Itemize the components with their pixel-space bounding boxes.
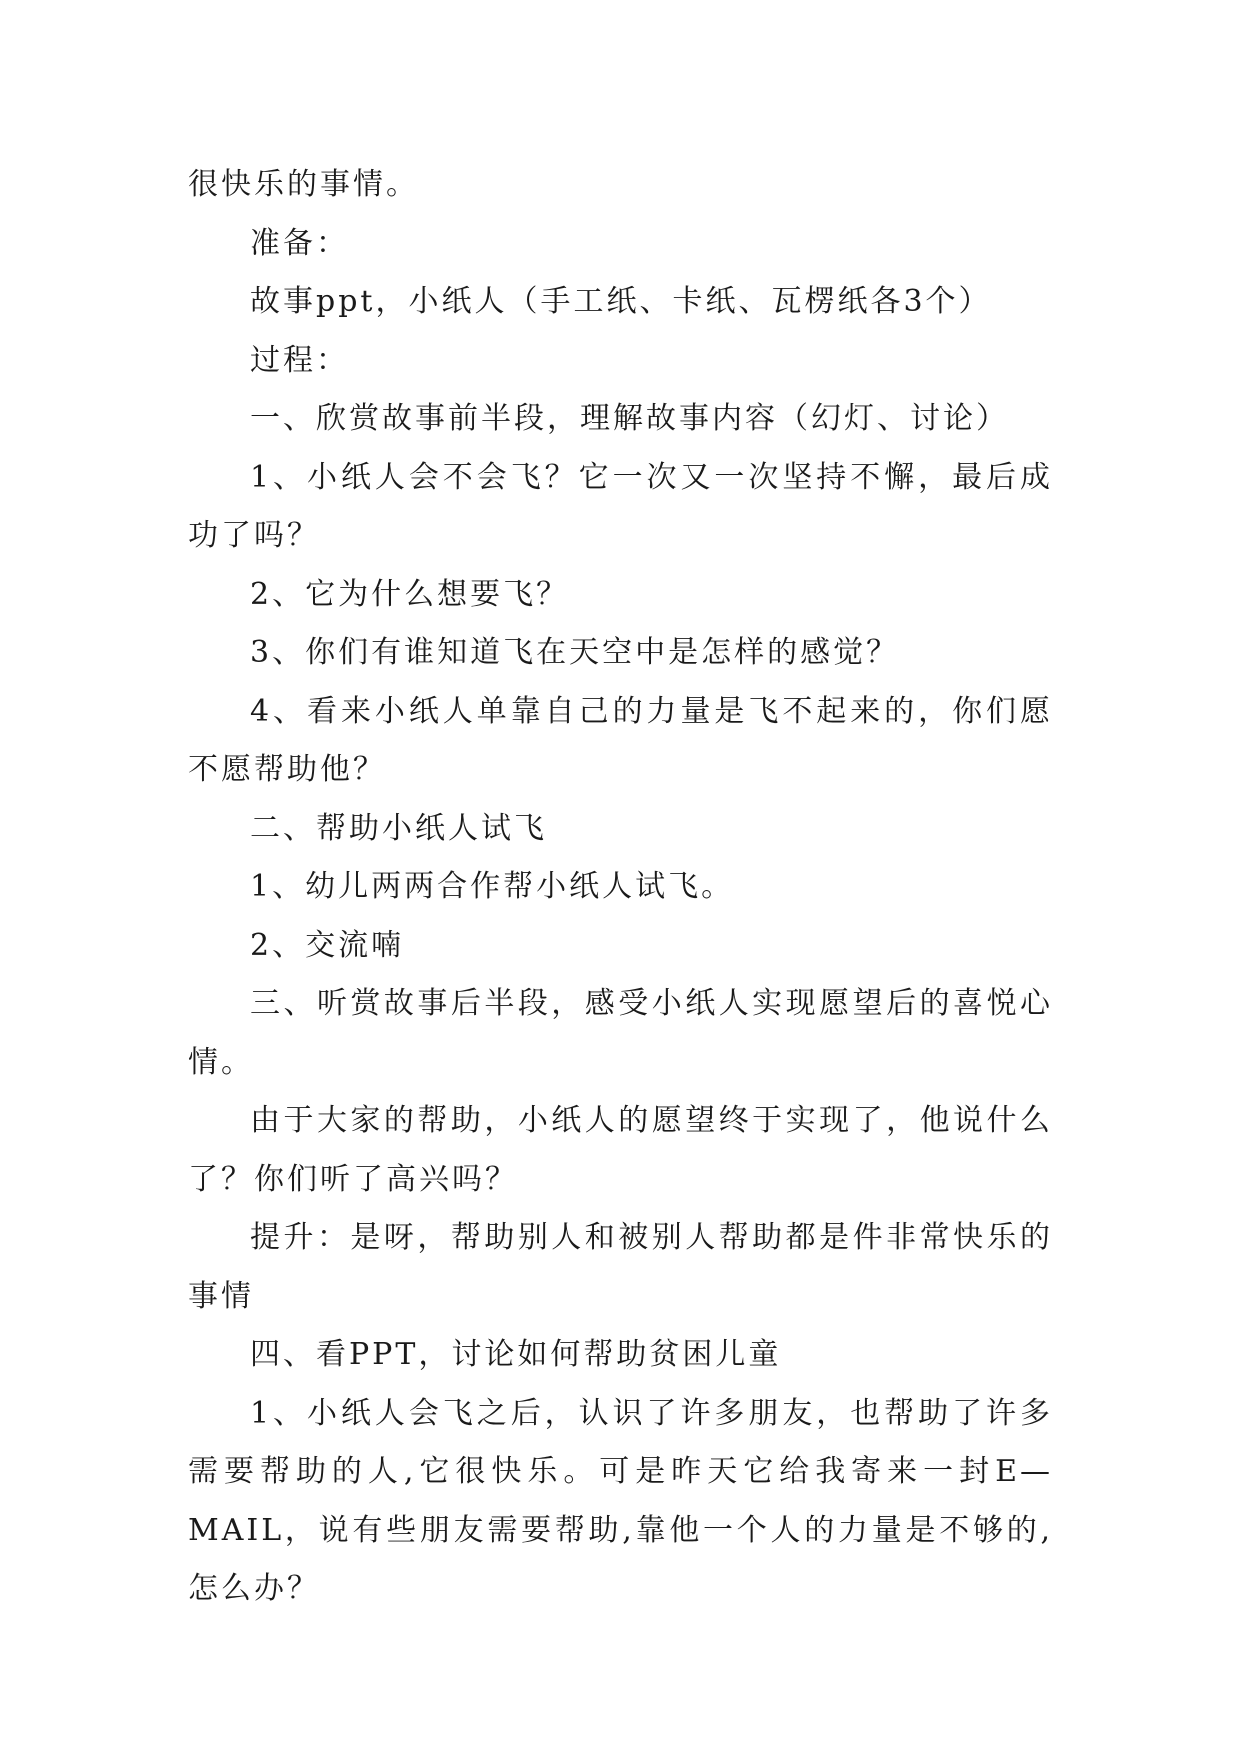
paragraph: 一、欣赏故事前半段，理解故事内容（幻灯、讨论） xyxy=(250,401,1009,436)
paragraph: 三、听赏故事后半段，感受小纸人实现愿望后的喜悦心情。 xyxy=(188,986,1053,1080)
paragraph: 过程： xyxy=(250,342,349,378)
paragraph: 1、小纸人会不会飞？它一次又一次坚持不懈，最后成功了吗？ xyxy=(188,459,1053,553)
paragraph: 2、交流喃 xyxy=(250,927,405,963)
document-body xyxy=(188,156,1053,1619)
paragraph: 1、幼儿两两合作帮小纸人试飞。 xyxy=(250,869,735,904)
paragraph: 二、帮助小纸人试飞 xyxy=(250,810,547,846)
paragraph: 2、它为什么想要飞？ xyxy=(250,576,570,612)
paragraph: 由于大家的帮助，小纸人的愿望终于实现了，他说什么了？你们听了高兴吗？ xyxy=(188,1103,1053,1197)
paragraph: 提升：是呀，帮助别人和被别人帮助都是件非常快乐的事情 xyxy=(188,1220,1053,1314)
paragraph: 四、看PPT，讨论如何帮助贫困儿童 xyxy=(250,1337,782,1372)
paragraph: 1、小纸人会飞之后，认识了许多朋友，也帮助了许多需要帮助的人,它很快乐。可是昨天它给我寄来一封E—MAIL，说有些朋友需要帮助,靠他一个人的力量是不够的,怎么办？ xyxy=(188,1395,1053,1606)
paragraph: 3、你们有谁知道飞在天空中是怎样的感觉？ xyxy=(250,635,900,670)
paragraph: 故事ppt，小纸人（手工纸、卡纸、瓦楞纸各3个） xyxy=(250,284,992,319)
paragraph: 很快乐的事情。 xyxy=(188,167,419,202)
paragraph: 4、看来小纸人单靠自己的力量是飞不起来的，你们愿不愿帮助他？ xyxy=(188,693,1053,787)
paragraph: 准备： xyxy=(250,225,349,261)
